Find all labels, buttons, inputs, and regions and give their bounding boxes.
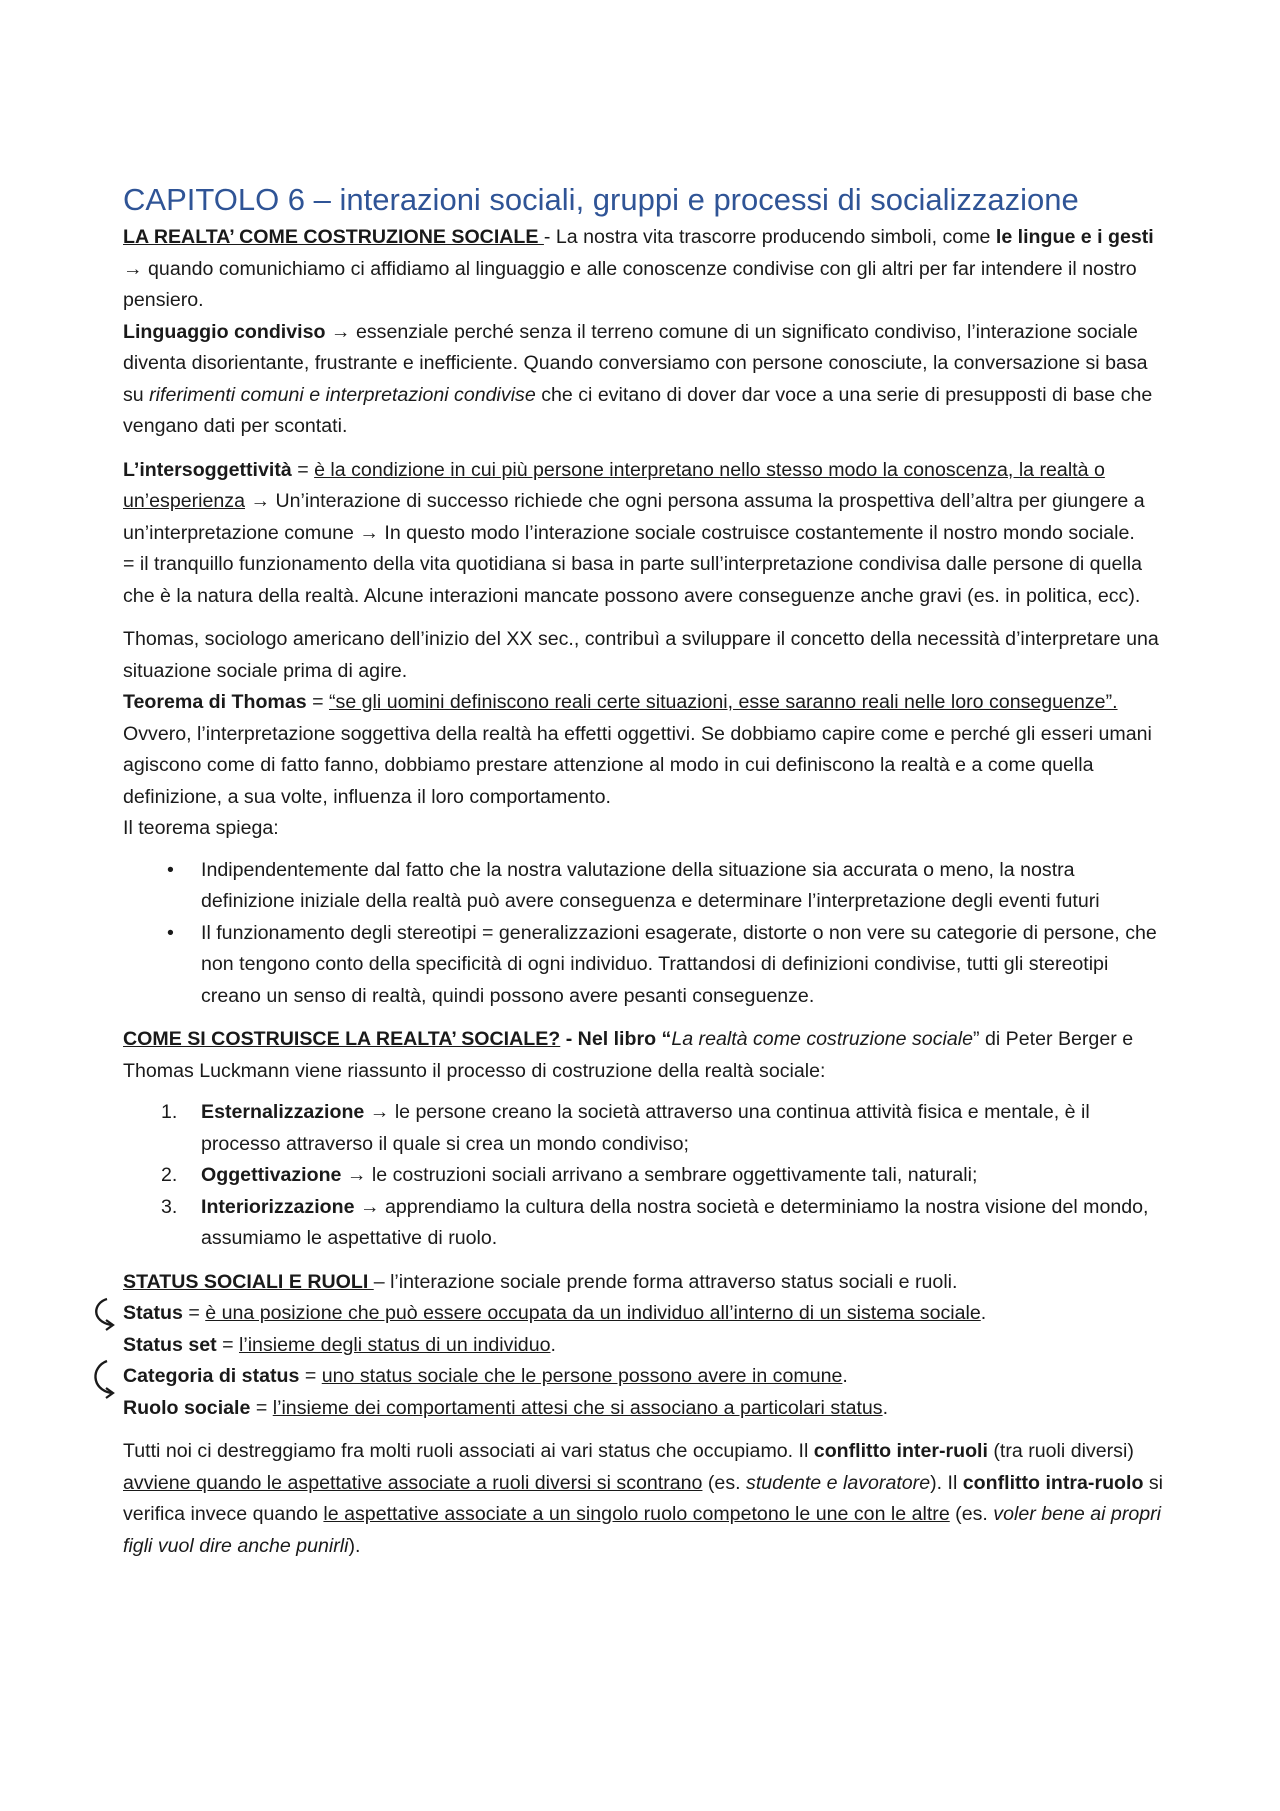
definition-status: Status = è una posizione che può essere occupata da un individuo all’interno di un sistema sociale.	[123, 1302, 987, 1324]
bullet-icon: •	[167, 858, 174, 881]
section-heading-realta: LA REALTA’ COME COSTRUZIONE SOCIALE	[123, 226, 544, 248]
definition-status-set: Status set = l’insieme degli status di un individuo.	[123, 1333, 556, 1356]
definition-categoria-status: Categoria di status = uno status sociale che le persone possono avere in comune.	[123, 1365, 848, 1387]
definition-ruolo-sociale: Ruolo sociale = l’insieme dei comportamenti attesi che si associano a particolari status.	[123, 1396, 889, 1419]
bullet-icon: •	[167, 921, 174, 944]
bullet-list	[123, 855, 1168, 1013]
list-item: 2. Oggettivazione → le costruzioni sociali arrivano a sembrare oggettivamente tali, naturali;	[161, 1164, 978, 1186]
paragraph-teorema-spiega: Il teorema spiega:	[123, 817, 279, 839]
paragraph-funzionamento: = il tranquillo funzionamento della vita quotidiana si basa in parte sull’interpretazione condivisa dalle persone di quella che è la natura della realtà. Alcune interazioni mancate possono avere conseguenze anche gravi (es. in politica, ecc).	[123, 553, 1142, 607]
list-item: • Indipendentemente dal fatto che la nostra valutazione della situazione sia accurata o meno, la nostra definizione iniziale della realtà può avere conseguenza e determinare l’interpretazione degli eventi futuri	[123, 855, 1168, 918]
document-body	[123, 180, 1168, 1562]
paragraph-realta-costruzione: LA REALTA’ COME COSTRUZIONE SOCIALE - La nostra vita trascorre producendo simboli, come le lingue e i gesti → quando comunichiamo ci affidiamo al linguaggio e alle conoscenze condivise con gli altri per far intendere il nostro pensiero.	[123, 226, 1154, 311]
list-item: 3. Interiorizzazione → apprendiamo la cultura della nostra società e determiniamo la nostra visione del mondo, assumiamo le aspettative di ruolo.	[161, 1195, 1149, 1249]
paragraph-intersoggettivita: L’intersoggettività = è la condizione in cui più persone interpretano nello stesso modo la conoscenza, la realtà o un’esperienza → Un’interazione di successo richiede che ogni persona assuma la prospettiva dell’altra per giungere a un’interpretazione comune → In questo modo l’interazione sociale costruisce costantemente il nostro mondo sociale.	[123, 458, 1145, 544]
paragraph-teorema-thomas: Teorema di Thomas = “se gli uomini definiscono reali certe situazioni, esse saranno reali nelle loro conseguenze”. Ovvero, l’interpretazione soggettiva della realtà ha effetti oggettivi. Se dobbiamo capire come e perché gli esseri umani agiscono come di fatto fanno, dobbiamo prestare attenzione al modo in cui definiscono la realtà e a come quella definizione, a sua volte, influenza il loro comportamento.	[123, 691, 1152, 808]
curved-arrow-icons	[89, 1297, 121, 1425]
section-heading-costruzione: COME SI COSTRUISCE LA REALTA’ SOCIALE?	[123, 1028, 561, 1050]
paragraph-status-ruoli: STATUS SOCIALI E RUOLI – l’interazione sociale prende forma attraverso status sociali e ruoli.	[123, 1270, 958, 1293]
paragraph-thomas: Thomas, sociologo americano dell’inizio del XX sec., contribuì a sviluppare il concetto della necessità d’interpretare una situazione sociale prima di agire.	[123, 628, 1159, 682]
section-heading-status: STATUS SOCIALI E RUOLI	[123, 1270, 374, 1293]
status-definitions	[123, 1267, 1168, 1425]
list-item: • Il funzionamento degli stereotipi = generalizzazioni esagerate, distorte o non vere su categorie di persone, che non tengono conto della specificità di ogni individuo. Trattandosi di definizioni condivise, tutti gli stereotipi creano un senso di realtà, quindi possono avere pesanti conseguenze.	[123, 918, 1168, 1013]
paragraph-conflitti-ruolo: Tutti noi ci destreggiamo fra molti ruoli associati ai vari status che occupiamo. Il conflitto inter-ruoli (tra ruoli diversi) avviene quando le aspettative associate a ruoli diversi si scontrano (es. studente e lavoratore). Il conflitto intra-ruolo si verifica invece quando le aspettative associate a un singolo ruolo competono le une con le altre (es. voler bene ai propri figli vuol dire anche punirli).	[123, 1440, 1164, 1557]
chapter-title: CAPITOLO 6 – interazioni sociali, gruppi e processi di socializzazione	[123, 182, 1079, 217]
paragraph-linguaggio-condiviso: Linguaggio condiviso → essenziale perché senza il terreno comune di un significato condiviso, l’interazione sociale diventa disorientante, frustrante e inefficiente. Quando conversiamo con persone conosciute, la conversazione si basa su riferimenti comuni e interpretazioni condivise che ci evitano di dover dar voce a una serie di presupposti di base che vengano dati per scontati.	[123, 320, 1153, 437]
numbered-list	[123, 1097, 1168, 1255]
list-item: 1. Esternalizzazione → le persone creano la società attraverso una continua attività fisica e mentale, è il processo attraverso il quale si crea un mondo condiviso;	[161, 1101, 1090, 1155]
paragraph-come-si-costruisce: COME SI COSTRUISCE LA REALTA’ SOCIALE? - Nel libro “La realtà come costruzione sociale” di Peter Berger e Thomas Luckmann viene riassunto il processo di costruzione della realtà sociale:	[123, 1028, 1134, 1082]
